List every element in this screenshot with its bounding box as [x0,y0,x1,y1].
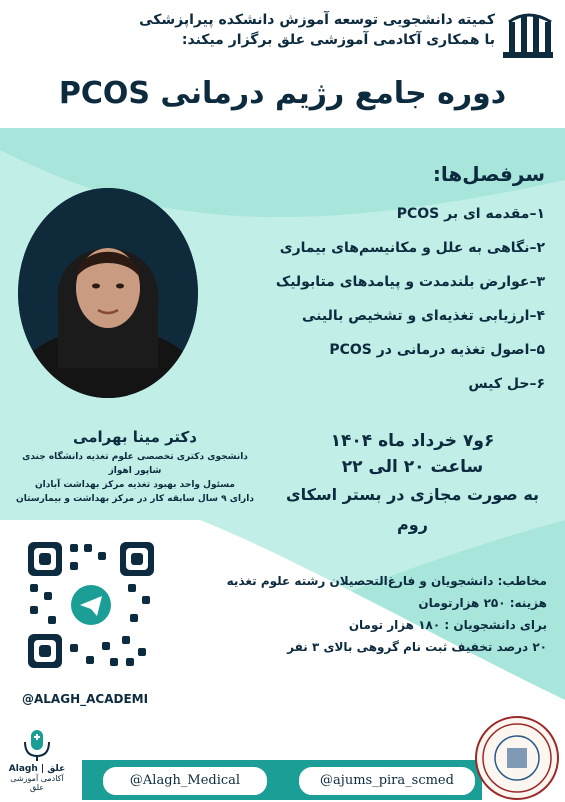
schedule-date: ۶و۷ خرداد ماه ۱۴۰۴ [330,431,495,451]
instructor-bio-line: مسئول واحد بهبود تغذیه مرکز بهداشت آبادان [35,480,235,490]
chapter-item: ۴–ارزیابی تغذیه‌ای و تشخیص بالینی [302,308,545,324]
alagh-brand-name: Alagh | علق [8,764,66,774]
header-line-1: کمیته دانشجویی توسعه آموزش دانشکده پیراپزشکی [139,12,495,28]
instructor-bio-line: دارای ۹ سال سابقه کار در مرکز بهداشت و بیمارستان [16,494,254,504]
alagh-brand [6,728,68,794]
university-seal-icon [475,716,559,800]
course-info [197,570,547,658]
instructor-info [10,428,260,506]
fee-text: هزینه: ۲۵۰ هزارتومان [418,596,547,610]
chapter-item: ۲–نگاهی به علل و مکانیسم‌های بیماری [279,240,545,256]
microphone-cross-icon [17,728,57,762]
qr-handle: @ALAGH_ACADEMI [22,692,149,706]
header-line-2: با همکاری آکادمی آموزشی علق برگزار میکند: [181,32,495,48]
portrait-illustration [18,188,198,398]
instructor-name: دکتر مینا بهرامی [73,428,197,446]
chapter-item: ۶–حل کیس [468,376,545,392]
audience-text: مخاطب: دانشجویان و فارغ‌التحصیلان رشته علوم تغذیه [226,574,547,588]
chapters-heading: سرفصل‌ها: [432,162,545,186]
social-link-alagh[interactable]: @Alagh_Medical [102,766,268,796]
social-link-ajums[interactable]: @ajums_pira_scmed [298,766,476,796]
course-title: دوره جامع رژیم درمانی PCOS [58,76,507,111]
chapters-list [245,203,545,407]
alagh-brand-sub: آکادمی آموزشی علق [10,774,64,792]
header-text [25,10,495,50]
chapter-item: ۳–عوارض بلندمدت و پیامدهای متابولیک [275,274,545,290]
discount-text: ۲۰ درصد تخفیف ثبت نام گروهی بالای ۳ نفر [287,640,547,654]
qr-code[interactable] [26,540,156,670]
qr-code-icon [26,540,156,670]
chapter-item: ۵–اصول تغذیه درمانی در PCOS [329,342,545,358]
chapter-item: ۱–مقدمه ای بر PCOS [396,206,545,222]
instructor-bio-line: دانشجوی دکتری تخصصی علوم تغذیه دانشگاه جندی شاپور اهواز [22,452,248,476]
schedule-time: ساعت ۲۰ الی ۲۲ [341,457,484,477]
schedule-mode: به صورت مجازی در بستر اسکای روم [285,485,540,534]
schedule [270,428,555,540]
student-fee-text: برای دانشجویان : ۱۸۰ هزار تومان [348,618,547,632]
instructor-photo [18,188,198,398]
faculty-logo-icon [501,12,555,60]
